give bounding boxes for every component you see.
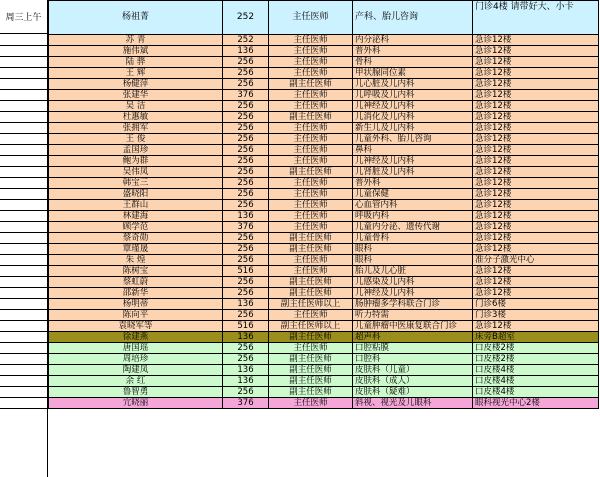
fee-code: 252 [223,35,269,46]
fee-code: 376 [223,222,269,233]
table-row [49,376,599,387]
row-divider [0,331,47,332]
row-divider [0,210,47,211]
doctor-name: 张建华 [49,90,223,101]
clinic-location: 床旁B超室 [473,332,599,343]
department: 呼吸内科 [353,211,473,222]
doctor-name: 杨明蒂 [49,299,223,310]
row-divider [0,144,47,145]
doctor-name: 王 辉 [49,68,223,79]
row-divider [0,320,47,321]
doctor-name: 张拥军 [49,123,223,134]
doctor-name: 陆 骅 [49,57,223,68]
doctor-title: 副主任医师以上 [269,321,353,332]
table-row [49,255,599,266]
table-row [49,299,599,310]
clinic-location: 急诊12楼 [473,277,599,288]
row-divider [0,309,47,310]
department: 内分泌科 [353,35,473,46]
doctor-title: 副主任医师 [269,244,353,255]
table-row [49,90,599,101]
fee-code: 256 [223,134,269,145]
table-row [49,35,599,46]
fee-code: 256 [223,233,269,244]
table-row [49,288,599,299]
doctor-name: 朱 煌 [49,255,223,266]
table-row [49,310,599,321]
fee-code: 376 [223,398,269,409]
clinic-location: 口皮楼4楼 [473,365,599,376]
table-row [49,277,599,288]
doctor-name: 陶建凤 [49,365,223,376]
doctor-title: 主任医师 [269,200,353,211]
fee-code: 256 [223,255,269,266]
doctor-name: 王群山 [49,200,223,211]
fee-code: 136 [223,332,269,343]
department: 儿神经及儿内科 [353,156,473,167]
row-divider [0,397,47,398]
department: 儿消化及儿内科 [353,112,473,123]
fee-code: 136 [223,299,269,310]
table-row [49,244,599,255]
fee-code: 256 [223,200,269,211]
doctor-name: 宂晓丽 [49,398,223,409]
table-row [49,343,599,354]
row-divider [0,254,47,255]
row-divider [0,353,47,354]
clinic-location: 口皮楼4楼 [473,376,599,387]
row-divider [0,78,47,79]
department: 眼科 [353,244,473,255]
row-divider [0,56,47,57]
clinic-location: 急诊12楼 [473,233,599,244]
table-row [49,57,599,68]
table-row [49,1,599,35]
row-divider [0,89,47,90]
doctor-title: 副主任医师 [269,112,353,123]
doctor-name: 孟国珍 [49,145,223,156]
department: 儿神经及儿内科 [353,288,473,299]
clinic-location: 急诊12楼 [473,211,599,222]
fee-code: 256 [223,310,269,321]
doctor-title: 主任医师 [269,90,353,101]
doctor-title: 主任医师 [269,343,353,354]
doctor-name: 施伟斌 [49,46,223,57]
doctor-name: 盛晓阳 [49,189,223,200]
row-divider [0,100,47,101]
fee-code: 136 [223,46,269,57]
clinic-location: 急诊12楼 [473,68,599,79]
doctor-name: 覃瑾晟 [49,244,223,255]
department: 鼻科 [353,145,473,156]
doctor-table [48,0,599,409]
fee-code: 256 [223,343,269,354]
table-row [49,123,599,134]
row-divider [0,177,47,178]
doctor-title: 副主任医师 [269,277,353,288]
clinic-location: 急诊12楼 [473,112,599,123]
fee-code: 256 [223,123,269,134]
doctor-name: 王 俊 [49,134,223,145]
doctor-title: 主任医师 [269,68,353,79]
doctor-name: 鲁智勇 [49,387,223,398]
row-divider [0,364,47,365]
fee-code: 256 [223,68,269,79]
table-row [49,332,599,343]
clinic-location: 急诊12楼 [473,134,599,145]
table-row [49,222,599,233]
row-divider [0,386,47,387]
fee-code: 256 [223,79,269,90]
table-row [49,211,599,222]
clinic-location: 急诊12楼 [473,321,599,332]
fee-code: 136 [223,376,269,387]
table-row [49,233,599,244]
doctor-title: 主任医师 [269,35,353,46]
doctor-name: 蔡奇勋 [49,233,223,244]
fee-code: 256 [223,189,269,200]
department: 肠肿瘤多学科联合门诊 [353,299,473,310]
department: 眼科 [353,255,473,266]
doctor-name: 余 红 [49,376,223,387]
clinic-location: 门诊6楼 [473,299,599,310]
row-divider [0,155,47,156]
table-row [49,178,599,189]
table-row [49,398,599,409]
clinic-location: 口皮楼4楼 [473,387,599,398]
fee-code: 256 [223,145,269,156]
doctor-title: 主任医师 [269,255,353,266]
table-row [49,101,599,112]
row-divider [0,375,47,376]
table-row [49,354,599,365]
table-row [49,145,599,156]
table-row [49,112,599,123]
doctor-name: 邵新华 [49,288,223,299]
clinic-location: 急诊12楼 [473,57,599,68]
doctor-title: 主任医师 [269,222,353,233]
row-divider [0,265,47,266]
fee-code: 256 [223,101,269,112]
doctor-name: 陈树宝 [49,266,223,277]
department: 儿童保健 [353,189,473,200]
doctor-name: 杨祖菁 [49,1,223,35]
table-row [49,79,599,90]
table-row [49,266,599,277]
department: 口腔科 [353,354,473,365]
row-divider [0,188,47,189]
doctor-title: 主任医师 [269,189,353,200]
doctor-title: 主任医师 [269,178,353,189]
clinic-location: 急诊12楼 [473,46,599,57]
clinic-location: 急诊12楼 [473,79,599,90]
doctor-title: 副主任医师 [269,376,353,387]
fee-code: 256 [223,156,269,167]
department: 心血管内科 [353,200,473,211]
doctor-name: 杜惠敏 [49,112,223,123]
fee-code: 256 [223,288,269,299]
doctor-title: 副主任医师 [269,288,353,299]
clinic-location: 急诊12楼 [473,35,599,46]
fee-code: 256 [223,277,269,288]
department: 儿童肿瘤中医康复联合门诊 [353,321,473,332]
doctor-title: 主任医师 [269,101,353,112]
department: 皮肤科（成人） [353,376,473,387]
doctor-title: 主任医师 [269,57,353,68]
doctor-name: 鲍为群 [49,156,223,167]
doctor-name: 陈向平 [49,310,223,321]
department: 斜视、视光及儿眼科 [353,398,473,409]
row-divider [0,111,47,112]
table-row [49,134,599,145]
doctor-title: 主任医师 [269,46,353,57]
fee-code: 136 [223,365,269,376]
doctor-name: 顾学范 [49,222,223,233]
table-row [49,365,599,376]
doctor-name: 林建海 [49,211,223,222]
table-row [49,387,599,398]
fee-code: 256 [223,178,269,189]
clinic-location: 急诊12楼 [473,145,599,156]
fee-code: 256 [223,112,269,123]
clinic-location: 口皮楼2楼 [473,343,599,354]
table-row [49,68,599,79]
fee-code: 256 [223,244,269,255]
doctor-title: 副主任医师 [269,167,353,178]
row-divider [0,408,47,409]
clinic-location: 急诊12楼 [473,288,599,299]
row-divider [0,133,47,134]
doctor-title: 副主任医师 [269,387,353,398]
department: 普外科 [353,46,473,57]
clinic-location: 急诊12楼 [473,178,599,189]
fee-code: 516 [223,266,269,277]
department: 儿感染及儿内科 [353,277,473,288]
department: 儿心脏及儿内科 [353,79,473,90]
day-column [0,0,48,477]
doctor-title: 主任医师 [269,398,353,409]
department: 甲状腺同位素 [353,68,473,79]
doctor-name: 蔡虹蔚 [49,277,223,288]
doctor-name: 杨健萍 [49,79,223,90]
clinic-location: 急诊12楼 [473,200,599,211]
row-divider [0,287,47,288]
fee-code: 136 [223,211,269,222]
doctor-title: 主任医师 [269,156,353,167]
doctor-title: 主任医师 [269,134,353,145]
doctor-title: 副主任医师 [269,79,353,90]
department: 儿神经及儿内科 [353,101,473,112]
clinic-location: 急诊12楼 [473,222,599,233]
doctor-name: 吴伟凤 [49,167,223,178]
department: 胎儿及儿心脏 [353,266,473,277]
row-divider [0,342,47,343]
doctor-name: 周培珍 [49,354,223,365]
doctor-title: 副主任医师 [269,233,353,244]
department: 儿呼吸及儿内科 [353,90,473,101]
doctor-title: 主任医师 [269,145,353,156]
session-label: 周三上午 [0,0,47,34]
clinic-location: 急诊12楼 [473,156,599,167]
table-row [49,200,599,211]
row-divider [0,67,47,68]
clinic-location: 急诊12楼 [473,167,599,178]
doctor-title: 主任医师 [269,266,353,277]
table-row [49,46,599,57]
doctor-title: 副主任医师 [269,365,353,376]
clinic-location: 急诊12楼 [473,90,599,101]
fee-code: 256 [223,57,269,68]
row-divider [0,45,47,46]
doctor-title: 主任医师 [269,310,353,321]
table-row [49,321,599,332]
department: 口腔粘膜 [353,343,473,354]
doctor-title: 副主任医师 [269,354,353,365]
table-row [49,189,599,200]
clinic-location: 准分子激光中心 [473,255,599,266]
clinic-location: 急诊12楼 [473,244,599,255]
doctor-name: 苏 青 [49,35,223,46]
clinic-location: 眼科视光中心2楼 [473,398,599,409]
department: 新生儿及儿内科 [353,123,473,134]
clinic-location: 门诊3楼 [473,310,599,321]
row-divider [0,243,47,244]
clinic-location: 急诊12楼 [473,189,599,200]
department: 儿童外科、胎儿咨询 [353,134,473,145]
doctor-name: 吴 洁 [49,101,223,112]
department: 产科、胎儿咨询 [353,1,473,35]
row-divider [0,232,47,233]
clinic-location: 急诊12楼 [473,266,599,277]
doctor-name: 袁晓军等 [49,321,223,332]
clinic-location: 急诊12楼 [473,123,599,134]
doctor-title: 副主任医师以上 [269,299,353,310]
row-divider [0,221,47,222]
doctor-title: 副主任医师 [269,332,353,343]
row-divider [0,298,47,299]
table-row [49,167,599,178]
department: 皮肤科（儿童） [353,365,473,376]
doctor-title: 主任医师 [269,1,353,35]
doctor-name: 韩宝三 [49,178,223,189]
row-divider [0,122,47,123]
department: 儿童骨科 [353,233,473,244]
department: 皮肤科（疑难） [353,387,473,398]
fee-code: 256 [223,354,269,365]
department: 儿肾脏及儿内科 [353,167,473,178]
row-divider [0,166,47,167]
row-divider [0,276,47,277]
fee-code: 256 [223,387,269,398]
department: 普外科 [353,178,473,189]
doctor-title: 主任医师 [269,211,353,222]
fee-code: 516 [223,321,269,332]
fee-code: 376 [223,90,269,101]
department: 听力特需 [353,310,473,321]
fee-code: 256 [223,167,269,178]
clinic-location: 急诊12楼 [473,101,599,112]
fee-code: 252 [223,1,269,35]
doctor-name: 徐建燕 [49,332,223,343]
doctor-title: 主任医师 [269,123,353,134]
row-divider [0,199,47,200]
clinic-location: 门诊4楼 请带好大、小卡 [473,1,599,35]
table-row [49,156,599,167]
doctor-name: 唐国瑶 [49,343,223,354]
department: 儿童内分泌、遗传代谢 [353,222,473,233]
department: 骨科 [353,57,473,68]
department: 超声科 [353,332,473,343]
clinic-location: 口皮楼2楼 [473,354,599,365]
